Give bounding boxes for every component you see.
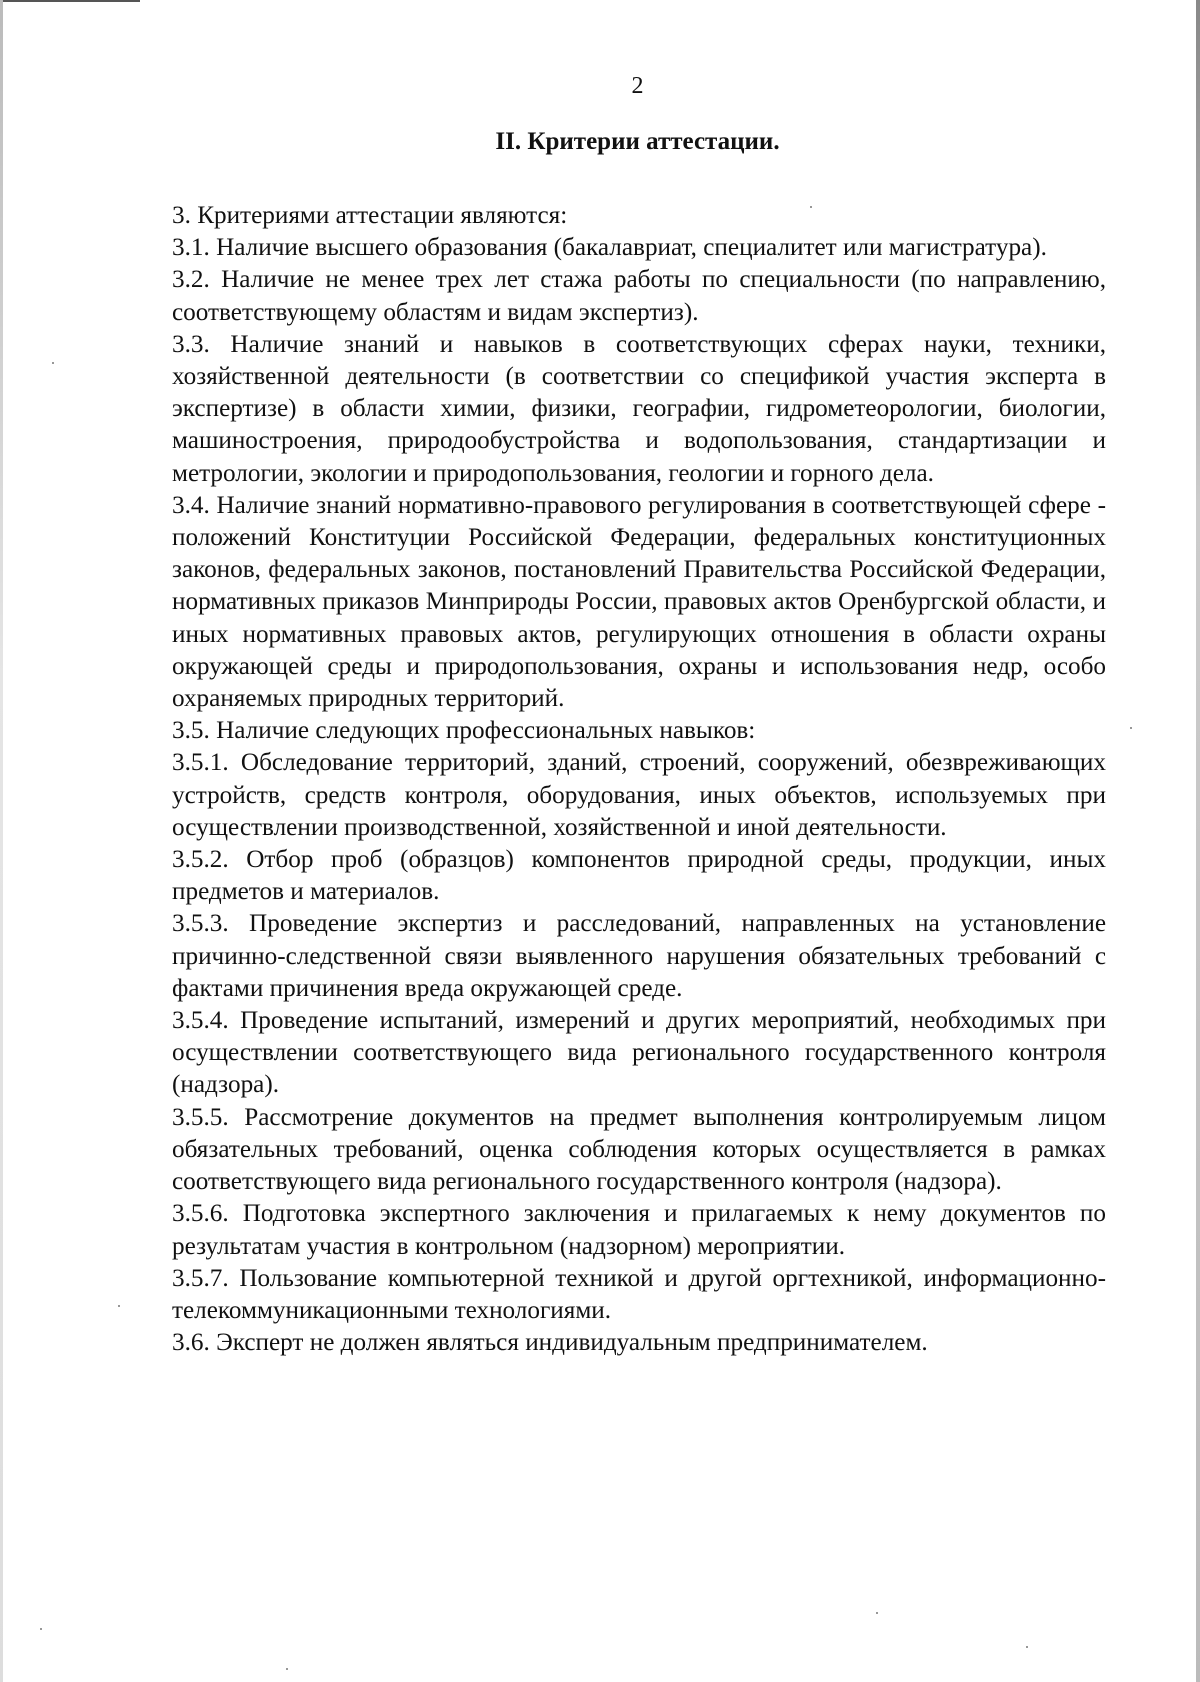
scan-speck	[286, 1668, 288, 1670]
scan-speck	[52, 362, 54, 364]
paragraph-3-5: 3.5. Наличие следующих профессиональных навыков:	[172, 717, 756, 745]
paragraph-3-5-5: 3.5.5. Рассмотрение документов на предмет выполнения контролируемым лицом обязательных требований, оценка соблюдения которых осуществляется в рамках соответствующего вида регионального государственного контроля (надзора).	[172, 1103, 1106, 1196]
paragraph-3-5-6: 3.5.6. Подготовка экспертного заключения и прилагаемых к нему документов по результатам участия в контрольном (надзорном) мероприятии.	[172, 1200, 1106, 1260]
page-number: 2	[631, 73, 644, 99]
paragraph-3-6: 3.6. Эксперт не должен являться индивидуальным предпринимателем.	[172, 1329, 928, 1357]
scan-speck	[1130, 727, 1132, 729]
scan-speck	[118, 1305, 120, 1307]
paragraph-3-5-3: 3.5.3. Проведение экспертиз и расследований, направленных на установление причинно-следственной связи выявленного нарушения обязательных требований с фактами причинения вреда окружающей среде.	[172, 910, 1106, 1002]
scan-edge-top	[0, 0, 140, 2]
section-title: II. Критерии аттестации.	[495, 128, 780, 155]
scan-edge-left	[0, 0, 3, 1682]
paragraph-3-5-4: 3.5.4. Проведение испытаний, измерений и других мероприятий, необходимых при осуществлении соответствующего вида регионального государственного контроля (надзора).	[172, 1007, 1106, 1099]
scan-speck	[876, 1612, 878, 1614]
paragraph-3-5-7: 3.5.7. Пользование компьютерной техникой и другой оргтехникой, информационно-телекоммуникационными технологиями.	[172, 1264, 1106, 1324]
scan-edge-right	[1196, 0, 1200, 1682]
paragraph-3-3: 3.3. Наличие знаний и навыков в соответствующих сферах науки, техники, хозяйственной деятельности (в соответствии со спецификой участия эксперта в экспертизе) в области химии, физики, географии, гидрометеорологии, биологии, машиностроения, природообустройства и водопользования, стандартизации и метрологии, экологии и природопользования, геологии и горного дела.	[172, 330, 1106, 487]
scan-speck	[1026, 1646, 1028, 1648]
paragraph-3: 3. Критериями аттестации являются:	[172, 202, 568, 229]
paragraph-3-5-1: 3.5.1. Обследование территорий, зданий, строений, сооружений, обезвреживающих устройств, средств контроля, оборудования, иных объектов, используемых при осуществлении производственной, хозяйственной и иной деятельности.	[172, 749, 1106, 841]
scan-speck	[40, 1628, 42, 1630]
paragraph-3-5-2: 3.5.2. Отбор проб (образцов) компонентов природной среды, продукции, иных предметов и материалов.	[172, 846, 1106, 906]
paragraph-3-2: 3.2. Наличие не менее трех лет стажа работы по специальности (по направлению, соответствующему областям и видам экспертиз).	[172, 266, 1106, 326]
paragraph-3-1: 3.1. Наличие высшего образования (бакалавриат, специалитет или магистратура).	[172, 234, 1047, 262]
document-body	[172, 200, 1106, 1359]
paragraph-3-4: 3.4. Наличие знаний нормативно-правового регулирования в соответствующей сфере - положений Конституции Российской Федерации, федеральных конституционных законов, федеральных законов, постановлений Правительства Российской Федерации, нормативных приказов Минприроды России, правовых актов Оренбургской области, и иных нормативных правовых актов, регулирующих отношения в области охраны окружающей среды и природопользования, охраны и использования недр, особо охраняемых природных территорий.	[172, 491, 1106, 713]
